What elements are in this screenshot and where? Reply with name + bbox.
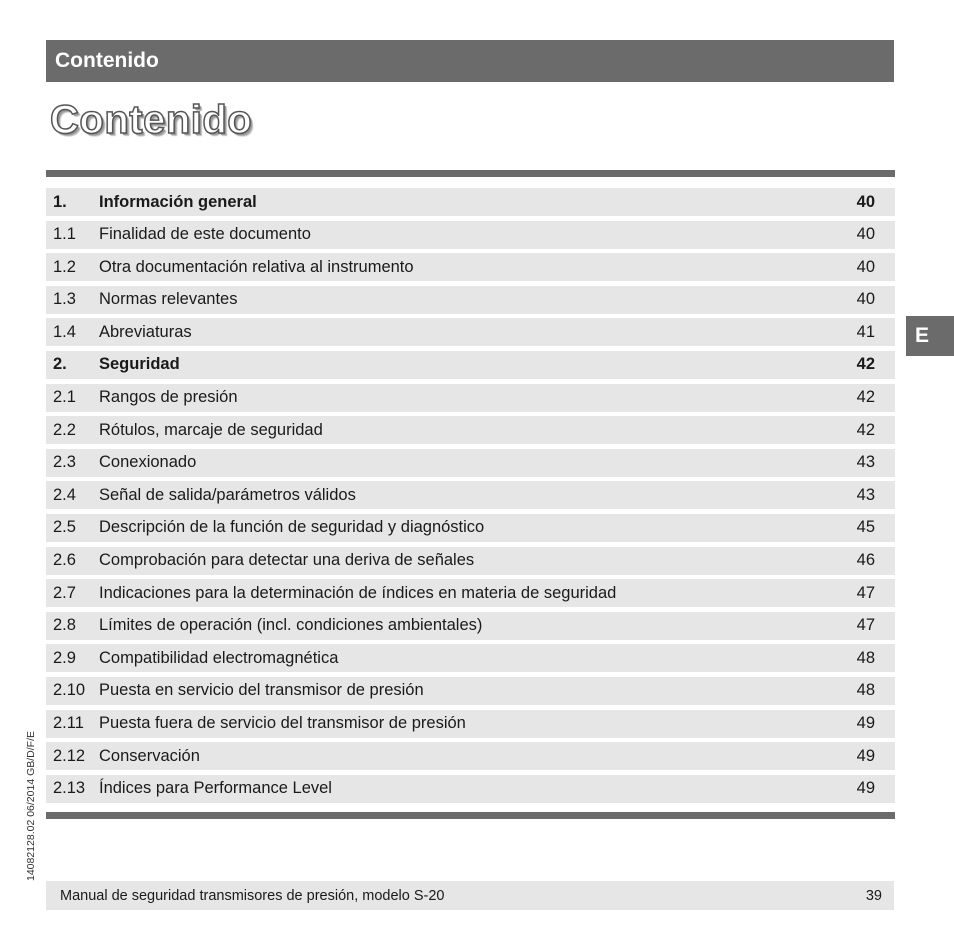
toc-entry-number: 2.8 (53, 616, 76, 635)
toc-row (46, 677, 895, 705)
toc-entry-page: 48 (856, 681, 875, 700)
toc-row (46, 579, 895, 607)
toc-row (46, 775, 895, 803)
toc-row (46, 188, 895, 216)
toc-entry-page: 40 (856, 225, 875, 244)
toc-entry-number: 2. (53, 355, 67, 374)
toc-entry-title: Compatibilidad electromagnética (99, 648, 339, 667)
toc-entry-title: Finalidad de este documento (99, 225, 311, 244)
footer-text: Manual de seguridad transmisores de presión, modelo S-20 (60, 887, 445, 904)
toc-entry-title: Seguridad (99, 355, 180, 374)
toc-entry-number: 2.5 (53, 518, 76, 537)
toc-entry-title: Rótulos, marcaje de seguridad (99, 420, 323, 439)
toc-row (46, 710, 895, 738)
toc-entry-number: 1.1 (53, 225, 76, 244)
document-code: 14082128.02 06/2014 GB/D/F/E (25, 730, 37, 882)
toc-entry-title: Descripción de la función de seguridad y diagnóstico (99, 518, 485, 537)
toc-row (46, 221, 895, 249)
language-tab (906, 316, 954, 356)
toc-entry-page: 40 (856, 192, 875, 211)
toc-entry-page: 42 (856, 420, 875, 439)
toc-row (46, 547, 895, 575)
toc-entry-page: 40 (856, 257, 875, 276)
toc-entry-page: 43 (856, 453, 875, 472)
toc-entry-title: Normas relevantes (99, 290, 238, 309)
toc-entry-number: 2.11 (53, 714, 84, 732)
toc-entry-number: 1. (53, 192, 67, 211)
toc-entry-number: 2.1 (53, 388, 76, 407)
footer-page-number: 39 (865, 887, 882, 904)
top-rule-divider (46, 170, 895, 177)
page-footer (46, 881, 894, 910)
toc-entry-title: Índices para Performance Level (99, 779, 332, 798)
toc-entry-title: Otra documentación relativa al instrumento (99, 257, 414, 276)
toc-entry-page: 48 (856, 648, 875, 667)
toc-row (46, 286, 895, 314)
toc-entry-page: 49 (856, 714, 875, 732)
toc-entry-number: 2.10 (53, 681, 86, 700)
toc-entry-number: 2.4 (53, 485, 76, 504)
toc-entry-page: 46 (856, 551, 875, 570)
toc-entry-page: 41 (856, 322, 875, 341)
section-header-bar (46, 40, 894, 82)
toc-entry-page: 47 (856, 616, 875, 635)
toc-entry-number: 2.9 (53, 648, 76, 667)
bottom-rule-divider (46, 812, 895, 819)
toc-entry-number: 1.2 (53, 257, 76, 276)
toc-entry-title: Información general (99, 192, 257, 211)
toc-row (46, 384, 895, 412)
toc-entry-number: 2.13 (53, 779, 86, 798)
toc-entry-title: Puesta en servicio del transmisor de presión (99, 681, 424, 700)
toc-entry-page: 47 (856, 583, 875, 602)
toc-entry-title: Abreviaturas (99, 322, 192, 341)
toc-entry-page: 42 (856, 388, 875, 407)
toc-entry-title: Límites de operación (incl. condiciones ambientales) (99, 616, 483, 635)
toc-entry-title: Comprobación para detectar una deriva de señales (99, 551, 475, 570)
toc-entry-title: Rangos de presión (99, 388, 238, 407)
toc-entry-number: 2.6 (53, 551, 76, 570)
section-header-title: Contenido (55, 49, 159, 72)
language-tab-label: E (915, 324, 930, 347)
toc-row (46, 481, 895, 509)
toc-row (46, 742, 895, 770)
toc-entry-number: 2.2 (53, 420, 76, 439)
toc-entry-title: Conservación (99, 746, 200, 765)
toc-row (46, 351, 895, 379)
toc-entry-number: 2.3 (53, 453, 76, 472)
toc-entry-title: Señal de salida/parámetros válidos (99, 485, 356, 504)
toc-entry-page: 49 (856, 746, 875, 765)
toc-entry-title: Conexionado (99, 453, 197, 472)
page-title: Contenido (50, 98, 253, 142)
toc-row (46, 253, 895, 281)
toc-row (46, 416, 895, 444)
toc-row (46, 449, 895, 477)
toc-entry-number: 1.4 (53, 322, 76, 341)
toc-entry-page: 45 (856, 518, 875, 537)
toc-row (46, 612, 895, 640)
table-of-contents (46, 188, 895, 807)
toc-entry-number: 2.12 (53, 746, 86, 765)
toc-row (46, 318, 895, 346)
toc-row (46, 644, 895, 672)
toc-entry-title: Indicaciones para la determinación de índices en materia de seguridad (99, 583, 617, 602)
toc-entry-page: 40 (856, 290, 875, 309)
toc-entry-number: 1.3 (53, 290, 76, 309)
toc-entry-title: Puesta fuera de servicio del transmisor de presión (99, 714, 466, 732)
toc-entry-page: 43 (856, 485, 875, 504)
toc-entry-number: 2.7 (53, 583, 76, 602)
toc-entry-page: 42 (856, 355, 875, 374)
toc-entry-page: 49 (856, 779, 875, 798)
toc-row (46, 514, 895, 542)
